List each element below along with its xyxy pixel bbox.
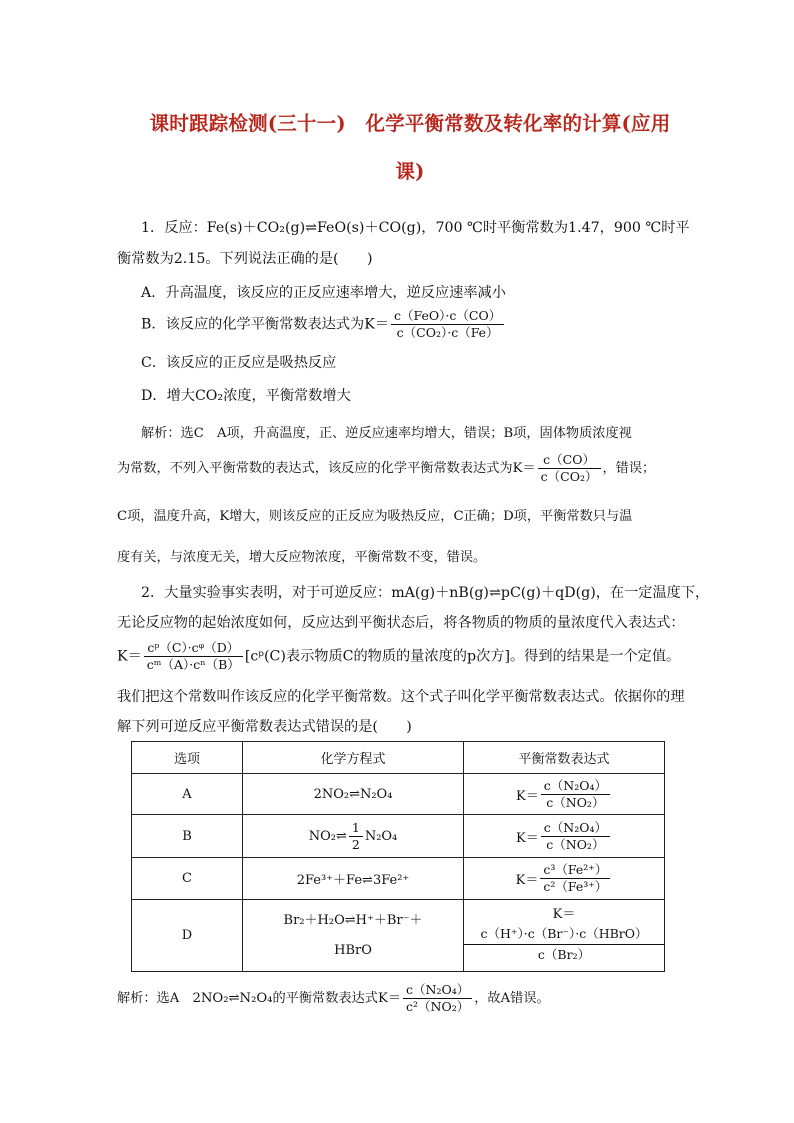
q2-k-suffix: [cᵖ(C)表示物质C的物质的量浓度的p次方]。得到的结果是一个定值。 [244,648,681,665]
row-b-eq-right: N₂O₄ [364,828,398,844]
row-a-k-numerator: c（N₂O₄） [541,778,610,795]
q1-solution-line-2 [117,452,655,485]
q2-solution-prefix: 解析：选A 2NO₂⇌N₂O₄的平衡常数表达式K＝ [117,991,402,1006]
row-b-k-denominator: c（NO₂） [546,836,605,852]
row-b-option: B [132,815,243,858]
q1-solution-line-3: C项，温度升高，K增大，则该反应的正反应为吸热反应，C正确；D项，平衡常数只与温 [117,509,633,524]
row-c-k-numerator: c³（Fe²⁺） [540,862,610,879]
q1-solution-denominator: c（CO₂） [540,469,598,484]
table-row [132,815,665,858]
row-a-k-prefix: K＝ [516,788,539,804]
q1-solution-line-1: 解析：选C A项，升高温度，正、逆反应速率均增大，错误；B项，固体物质浓度视 [141,426,632,441]
q1-solution-suffix: ，错误； [602,461,656,476]
q1-solution-k-prefix: 为常数，不列入平衡常数的表达式，该反应的化学平衡常数表达式为K＝ [117,461,536,476]
q2-solution [117,982,550,1015]
row-b-eq-frac-den: 2 [351,836,360,852]
q1-solution-fraction [538,452,601,485]
q2-stem-line-2: 无论反应物的起始浓度如何，反应达到平衡状态后，将各物质的物质的量浓度代入表达式： [117,615,685,631]
row-b-k-prefix: K＝ [516,830,539,846]
table-header-equation: 化学方程式 [243,742,464,774]
options-table [131,741,665,972]
row-c-k-prefix: K＝ [515,873,539,888]
q2-k-numerator: cᵖ（C）·cᵠ（D） [144,640,243,657]
q1-option-a: A．升高温度，该反应的正反应速率增大，逆反应速率减小 [141,285,506,301]
table-header-expression: 平衡常数表达式 [464,742,665,774]
q1-option-b [141,308,506,341]
q2-stem-line-3 [117,640,680,673]
q1-solution-numerator: c（CO） [538,452,601,469]
table-header-row [132,742,665,774]
row-b-eq-fraction [349,820,363,853]
q1-solution-line-4: 度有关，与浓度无关，增大反应物浓度，平衡常数不变，错误。 [117,550,487,565]
q1-option-b-fraction [391,308,504,341]
row-c-k-fraction [540,862,610,895]
q2-solution-suffix: ，故A错误。 [474,991,550,1006]
row-b-expression [464,815,665,858]
table-header-option: 选项 [132,742,243,774]
q1-stem-line-2: 衡常数为2.15。下列说法正确的是( ) [117,251,373,267]
row-d-eq-line-1: Br₂＋H₂O⇌H⁺＋Br⁻＋ [283,912,423,928]
row-d-k-numerator: c（H⁺）·c（Br⁻）·c（HBrO） [464,924,664,945]
q1-option-b-numerator: c（FeO）·c（CO） [391,308,504,325]
row-d-k-prefix: K＝ [552,907,576,922]
row-c-option: C [132,858,243,900]
q2-k-prefix: K＝ [117,648,142,665]
row-c-equation: 2Fe³⁺＋Fe⇌3Fe²⁺ [243,858,464,900]
q2-k-fraction [144,640,243,673]
q1-option-d: D．增大CO₂浓度，平衡常数增大 [141,388,351,404]
row-d-k-fraction [464,924,664,965]
q1-option-c: C．该反应的正反应是吸热反应 [141,355,337,371]
q1-stem-line-1: 1．反应：Fe(s)＋CO₂(g)⇌FeO(s)＋CO(g)，700 ℃时平衡常数为1.47，900 ℃时平 [141,220,690,236]
table-row [132,900,665,972]
q2-stem-line-5: 解下列可逆反应平衡常数表达式错误的是( ) [117,719,412,735]
q2-solution-denominator: c²（NO₂） [406,999,470,1014]
row-a-k-denominator: c（NO₂） [546,794,605,810]
row-a-equation: 2NO₂⇌N₂O₄ [243,774,464,815]
q2-solution-numerator: c（N₂O₄） [403,982,472,999]
q2-stem-line-4: 我们把这个常数叫作该反应的化学平衡常数。这个式子叫化学平衡常数表达式。依据你的理 [117,689,685,705]
row-c-expression [464,858,665,900]
row-a-expression [464,774,665,815]
row-b-equation [243,815,464,858]
row-b-k-fraction [541,820,610,853]
q2-k-denominator: cᵐ（A）·cⁿ（B） [146,657,240,672]
page-title [120,100,700,196]
row-d-expression [464,900,665,972]
q2-stem-line-1: 2．大量实验事实表明，对于可逆反应：mA(g)＋nB(g)⇌pC(g)＋qD(g)，在一定温度下， [141,585,710,601]
title-line-2: 课) [395,160,425,183]
table-row [132,858,665,900]
row-a-option: A [132,774,243,815]
q1-option-b-denominator: c（CO₂）·c（Fe） [396,325,499,340]
table-row [132,774,665,815]
q2-solution-fraction [403,982,472,1015]
row-b-eq-left: NO₂⇌ [308,828,347,844]
row-d-option: D [132,900,243,972]
row-b-eq-frac-num: 1 [349,820,363,837]
row-d-k-denominator: c（Br₂） [537,947,591,962]
q1-option-b-prefix: B．该反应的化学平衡常数表达式为K＝ [141,316,390,333]
row-a-k-fraction [541,778,610,811]
row-c-k-denominator: c²（Fe³⁺） [543,879,608,894]
row-d-equation [243,900,464,972]
row-b-k-numerator: c（N₂O₄） [541,820,610,837]
row-d-eq-line-2: HBrO [334,942,372,958]
title-line-1: 课时跟踪检测(三十一) 化学平衡常数及转化率的计算(应用 [149,112,671,135]
